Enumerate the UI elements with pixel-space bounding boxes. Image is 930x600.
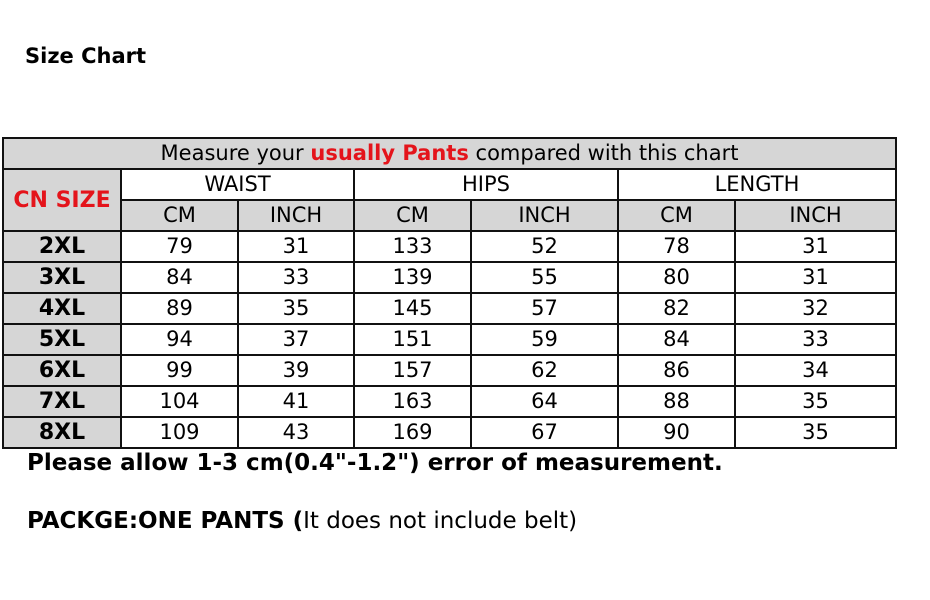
measurement-cell: 37	[238, 324, 354, 355]
measurement-cell: 67	[471, 417, 618, 448]
unit-header-row	[3, 200, 896, 231]
banner-highlight: usually Pants	[310, 141, 469, 165]
package-detail: It does not include belt)	[303, 508, 578, 534]
unit-header: INCH	[238, 200, 354, 231]
measurement-cell: 41	[238, 386, 354, 417]
measurement-cell: 32	[735, 293, 896, 324]
size-label-cell: 7XL	[3, 386, 121, 417]
measurement-cell: 86	[618, 355, 735, 386]
size-label-cell: 8XL	[3, 417, 121, 448]
table-body	[3, 231, 896, 448]
measurement-cell: 139	[354, 262, 471, 293]
measurement-cell: 57	[471, 293, 618, 324]
group-header-row	[3, 169, 896, 200]
measurement-cell: 79	[121, 231, 238, 262]
size-label-cell: 4XL	[3, 293, 121, 324]
banner-suffix: compared with this chart	[468, 141, 739, 165]
table-banner-row	[3, 138, 896, 169]
measurement-cell: 64	[471, 386, 618, 417]
size-label-cell: 6XL	[3, 355, 121, 386]
size-label-cell: 3XL	[3, 262, 121, 293]
measurement-cell: 52	[471, 231, 618, 262]
measurement-cell: 90	[618, 417, 735, 448]
measurement-cell: 84	[618, 324, 735, 355]
measurement-cell: 145	[354, 293, 471, 324]
measurement-cell: 33	[238, 262, 354, 293]
measurement-note: Please allow 1-3 cm(0.4"-1.2") error of measurement.	[27, 450, 723, 476]
measurement-cell: 89	[121, 293, 238, 324]
measurement-cell: 157	[354, 355, 471, 386]
measurement-cell: 82	[618, 293, 735, 324]
table-row	[3, 231, 896, 262]
unit-header: INCH	[471, 200, 618, 231]
measurement-cell: 94	[121, 324, 238, 355]
measurement-cell: 39	[238, 355, 354, 386]
waist-header: WAIST	[121, 169, 354, 200]
unit-header: INCH	[735, 200, 896, 231]
measurement-cell: 35	[735, 417, 896, 448]
banner-prefix: Measure your	[160, 141, 311, 165]
measurement-cell: 43	[238, 417, 354, 448]
measurement-cell: 80	[618, 262, 735, 293]
measurement-cell: 59	[471, 324, 618, 355]
table-row	[3, 386, 896, 417]
measurement-cell: 169	[354, 417, 471, 448]
measurement-cell: 99	[121, 355, 238, 386]
measurement-cell: 35	[735, 386, 896, 417]
measurement-cell: 88	[618, 386, 735, 417]
measurement-cell: 78	[618, 231, 735, 262]
package-info	[27, 508, 577, 534]
package-label: PACKGE:ONE PANTS (	[27, 508, 304, 534]
measurement-cell: 84	[121, 262, 238, 293]
unit-header: CM	[618, 200, 735, 231]
measurement-cell: 133	[354, 231, 471, 262]
length-header: LENGTH	[618, 169, 896, 200]
page-title: Size Chart	[25, 44, 147, 68]
hips-header: HIPS	[354, 169, 618, 200]
size-label-cell: 2XL	[3, 231, 121, 262]
unit-header: CM	[354, 200, 471, 231]
table-row	[3, 417, 896, 448]
measurement-cell: 31	[735, 262, 896, 293]
measurement-cell: 55	[471, 262, 618, 293]
table-banner	[3, 138, 896, 169]
size-chart-table	[2, 137, 897, 449]
table-row	[3, 293, 896, 324]
table-row	[3, 262, 896, 293]
measurement-cell: 31	[735, 231, 896, 262]
measurement-cell: 109	[121, 417, 238, 448]
unit-header: CM	[121, 200, 238, 231]
measurement-cell: 34	[735, 355, 896, 386]
table-row	[3, 355, 896, 386]
measurement-cell: 104	[121, 386, 238, 417]
measurement-cell: 31	[238, 231, 354, 262]
size-label-cell: 5XL	[3, 324, 121, 355]
measurement-cell: 62	[471, 355, 618, 386]
table-row	[3, 324, 896, 355]
measurement-cell: 33	[735, 324, 896, 355]
measurement-cell: 163	[354, 386, 471, 417]
measurement-cell: 151	[354, 324, 471, 355]
measurement-cell: 35	[238, 293, 354, 324]
cn-size-header: CN SIZE	[3, 169, 121, 231]
